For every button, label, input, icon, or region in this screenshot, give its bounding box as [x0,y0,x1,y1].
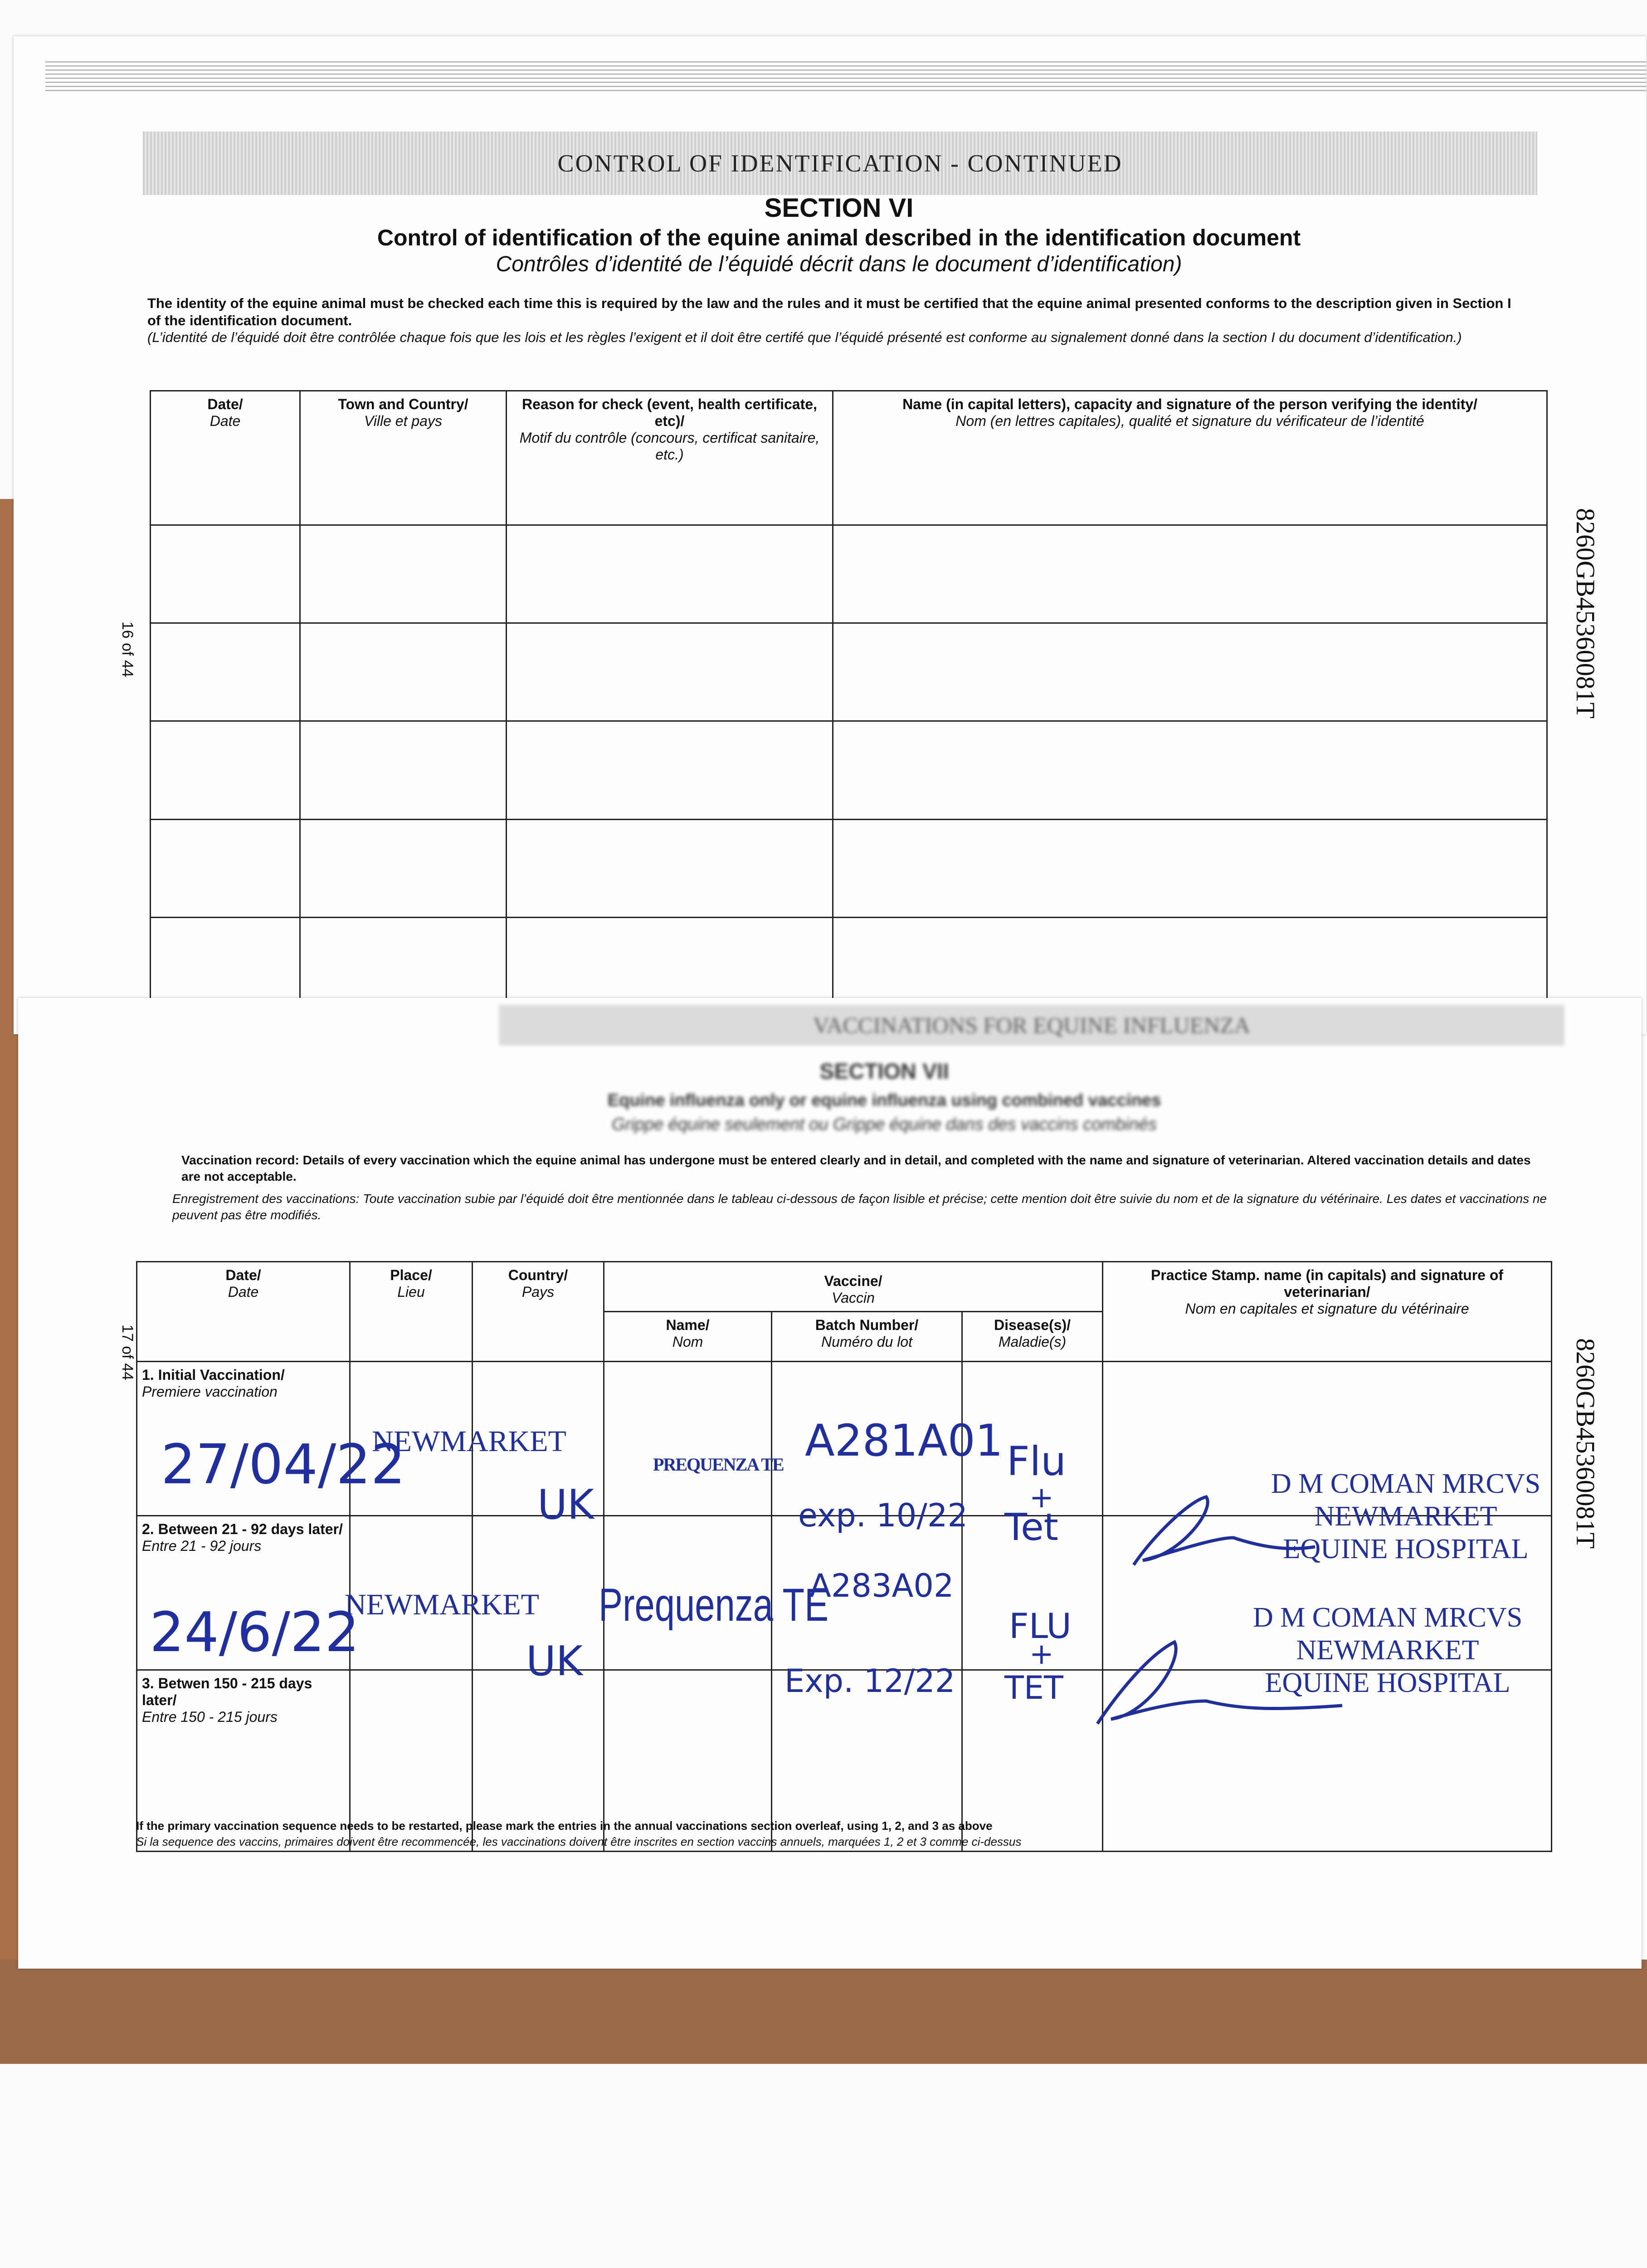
identity-check-table [150,390,1548,1016]
row-1-disease-plus: + [1029,1481,1054,1515]
col-country-fr: Pays [521,1284,555,1300]
intro-fr-2: Enregistrement des vaccinations: Toute vaccination subie par l’équidé doit être mentionnée dans le tableau ci-dessous de façon lisible et précise; cette mention doit être suivie du nom et de la signature du vétérinaire. Les dates et vaccinations ne peuvent pas être modifiés. [172,1192,1547,1222]
col-practice [1103,1262,1552,1362]
table-header-row [151,391,1547,525]
cell[interactable] [604,1362,772,1516]
col-disease-fr: Maladie(s) [998,1334,1067,1350]
row-1-vaccine-name: PREQUENZA TE [653,1454,784,1475]
col-practice-en: Practice Stamp. name (in capitals) and signature of veterinarian/ [1150,1267,1504,1300]
col-disease [962,1312,1103,1362]
vacc-header-row-1 [137,1262,1552,1312]
col-batch [772,1312,962,1362]
cell[interactable] [300,721,507,819]
row-3-label-fr: Entre 150 - 215 jours [142,1709,278,1725]
col-verifier-fr: Nom (en lettres capitales), qualité et signature du vérificateur de l’identité [955,413,1424,429]
cell[interactable] [151,819,300,917]
table-row [151,721,1547,819]
row-2-stamp-line-3: EQUINE HOSPITAL [1265,1667,1511,1698]
page-number-17: 17 of 44 [119,1325,136,1380]
cell[interactable] [507,721,833,819]
section-heading-2: SECTION VII [819,1060,949,1084]
col-disease-en: Disease(s)/ [994,1317,1071,1333]
row-2-vaccine-name: Prequenza TE [599,1579,829,1631]
title-fr: Contrôles d’identité de l’équidé décrit dans le document d’identification) [496,252,1182,276]
intro-en-2-text: Vaccination record: Details of every vaccination which the equine animal has undergone must be entered clearly and in detail, and completed with the name and signature of veterinarian. Altered vaccination details and dates are not acceptable. [181,1153,1531,1183]
cell[interactable] [300,623,507,721]
section-banner [143,132,1537,195]
col-vaccine-fr: Vaccin [832,1290,875,1306]
footnote-fr: Si la sequence des vaccins, primaires doivent être recommencée, les vaccinations doivent être inscrites en section vaccins annuels, marquées 1, 2 et 3 comme ci-dessus [136,1835,1022,1848]
row-1-date: 27/04/22 [161,1433,405,1496]
intro-en: The identity of the equine animal must be checked each time this is required by the law and the rules and it must be certified that the equine animal presented conforms to the description given in Section I of the identification document. [147,295,1511,328]
row-1-batch: A281A01 [805,1415,1003,1466]
cell[interactable] [833,525,1547,623]
col-place [350,1262,473,1362]
row-2-label-fr: Entre 21 - 92 jours [142,1538,262,1554]
row-2-date: 24/6/22 [150,1601,360,1664]
row-2-disease-1: FLU [1009,1606,1072,1646]
row-1-label-fr: Premiere vaccination [142,1383,278,1400]
intro-fr: (L’identité de l’équidé doit être contrôlée chaque fois que les lois et les règles l’exigent et il doit être certifé que l’équidé présenté est conforme au signalement donné dans la section I du document d’identification.) [147,329,1462,345]
row-1-expiry: exp. 10/22 [798,1497,968,1534]
page-number-16: 16 of 44 [119,621,136,677]
cell[interactable] [507,623,833,721]
col-place-fr: Lieu [397,1284,425,1300]
col-country [473,1262,604,1362]
cell[interactable] [300,819,507,917]
row-2-label-en: 2. Between 21 - 92 days later/ [142,1521,343,1537]
col-town-fr: Ville et pays [364,413,442,429]
table-row [151,623,1547,721]
col-date-fr: Date [210,413,241,429]
col-reason [507,391,833,525]
row-2-stamp-line-2: NEWMARKET [1296,1635,1479,1666]
col-date-2-en: Date/ [225,1267,261,1283]
col-batch-fr: Numéro du lot [821,1334,912,1350]
footnote-en: If the primary vaccination sequence needs to be restarted, please mark the entries in the annual vaccinations section overleaf, using 1, 2, and 3 as above [136,1819,993,1833]
col-reason-fr: Motif du contrôle (concours, certificat sanitaire, etc.) [519,430,820,463]
passport-id-bottom: 8260GB45360081T [1571,1338,1600,1549]
row-3-label-en: 3. Betwen 150 - 215 days later/ [142,1675,312,1708]
title-en: Control of identification of the equine animal described in the identification document [377,225,1301,250]
row-2-expiry: Exp. 12/22 [785,1662,955,1700]
row-2-disease-2: TET [1004,1669,1063,1706]
col-vaccine-en: Vaccine/ [824,1273,882,1289]
row-1-disease-1: Flu [1007,1438,1066,1485]
row-1-place: NEWMARKET [372,1425,566,1458]
table-row [151,819,1547,917]
col-date-2-fr: Date [228,1284,259,1300]
row-1-country: UK [537,1481,594,1529]
col-date-en: Date/ [207,396,243,412]
row-1-stamp-line-2: NEWMARKET [1314,1501,1497,1532]
col-vaccine [604,1262,1103,1312]
cell[interactable] [151,623,300,721]
col-practice-fr: Nom en capitales et signature du vétérinaire [1185,1300,1469,1317]
cell[interactable] [151,525,300,623]
row-1-stamp-line-3: EQUINE HOSPITAL [1283,1534,1529,1564]
page-edge-lines [45,61,1646,93]
col-name-fr: Nom [672,1334,703,1350]
intro-en-2 [181,1152,1551,1185]
col-vaccine-name [604,1312,772,1362]
row-1-disease-2: Tet [1004,1506,1058,1549]
col-town-country [300,391,507,525]
row-1-label-en: 1. Initial Vaccination/ [142,1367,285,1383]
cell[interactable] [833,819,1547,917]
row-1-signature [1125,1483,1351,1574]
row-2-country: UK [526,1637,583,1685]
cell[interactable] [300,525,507,623]
col-verifier-en: Name (in capital letters), capacity and signature of the person verifying the identity/ [902,396,1477,412]
row-2-signature [1088,1624,1360,1733]
col-name-en: Name/ [666,1317,710,1333]
title-en-2: Equine influenza only or equine influenza using combined vaccines [607,1091,1161,1110]
passport-id-top: 8260GB45360081T [1571,508,1600,719]
cell[interactable] [833,623,1547,721]
passport-cover-bottom [0,1960,1647,2064]
col-country-en: Country/ [508,1267,568,1283]
row-2-disease-plus: + [1029,1637,1054,1671]
col-date [151,391,300,525]
col-place-en: Place/ [390,1267,432,1283]
section-banner-2: VACCINATIONS FOR EQUINE INFLUENZA [499,1005,1564,1046]
cell[interactable] [507,819,833,917]
cell[interactable] [507,525,833,623]
col-reason-en: Reason for check (event, health certificate, etc)/ [522,396,817,429]
title-fr-2: Grippe équine seulement ou Grippe équine dans des vaccins combinés [612,1115,1157,1134]
row-2-stamp-line-1: D M COMAN MRCVS [1252,1602,1523,1633]
row-2-batch: A283A02 [809,1567,954,1604]
col-town-en: Town and Country/ [338,396,468,412]
col-batch-en: Batch Number/ [815,1317,919,1333]
section-heading: SECTION VI [764,193,914,223]
cell[interactable] [833,721,1547,819]
row-1-stamp-line-1: D M COMAN MRCVS [1271,1468,1541,1499]
col-date-2 [137,1262,350,1362]
row-2-place: NEWMARKET [345,1588,539,1621]
banner-title: CONTROL OF IDENTIFICATION - CONTINUED [557,150,1123,177]
cell[interactable] [151,721,300,819]
col-verifier [833,391,1547,525]
table-row [151,525,1547,623]
